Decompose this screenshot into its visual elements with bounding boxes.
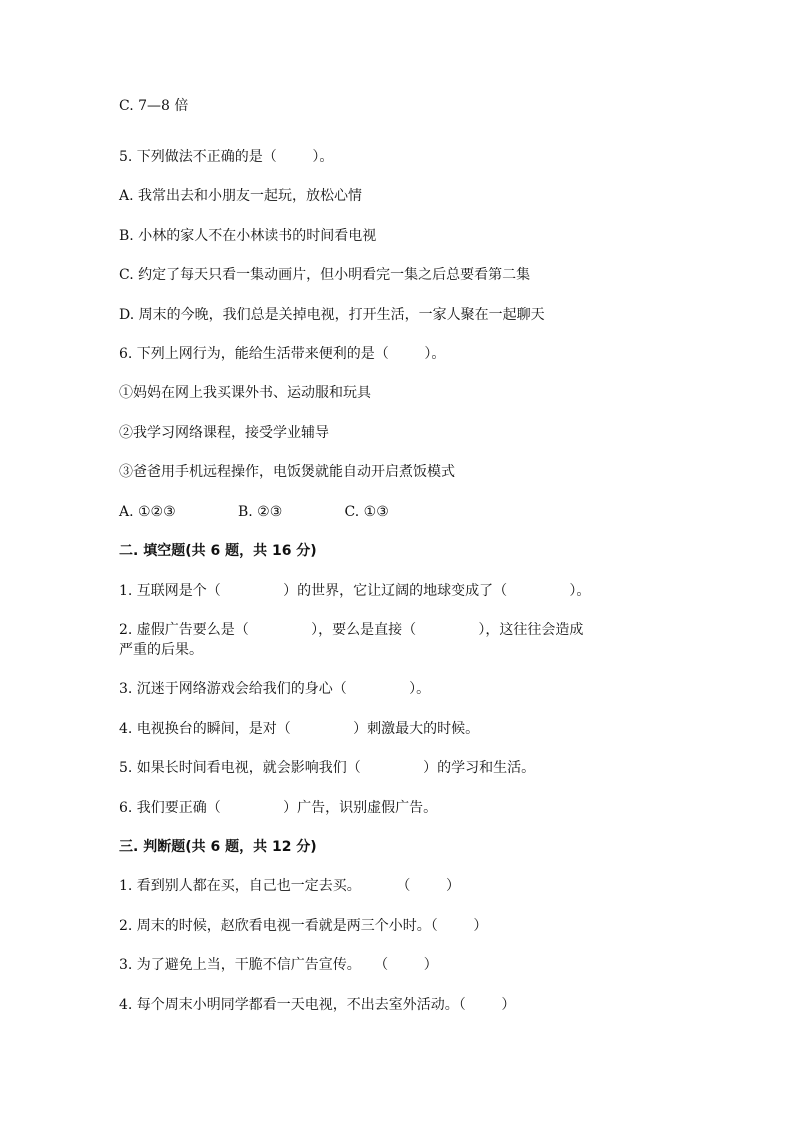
fill-question-5: 5. 如果长时间看电视，就会影响我们（ ）的学习和生活。	[119, 760, 536, 776]
judge-question-1: 1. 看到别人都在买，自己也一定去买。 （ ）	[119, 878, 461, 894]
section-3-title: 三. 判断题(共 6 题，共 12 分)	[119, 839, 317, 855]
question-5-stem: 5. 下列做法不正确的是（ ）。	[119, 149, 334, 165]
judge-question-4: 4. 每个周末小明同学都看一天电视，不出去室外活动。（ ）	[119, 997, 516, 1013]
judge-question-3: 3. 为了避免上当，干脆不信广告宣传。 （ ）	[119, 957, 438, 973]
question-6-stem: 6. 下列上网行为，能给生活带来便利的是（ ）。	[119, 346, 446, 362]
section-2-title: 二. 填空题(共 6 题，共 16 分)	[119, 543, 317, 559]
judge-question-2: 2. 周末的时候，赵欣看电视一看就是两三个小时。（ ）	[119, 918, 488, 934]
fill-question-1: 1. 互联网是个（ ）的世界，它让辽阔的地球变成了（ ）。	[119, 583, 591, 599]
question-6-item-2: ②我学习网络课程，接受学业辅导	[119, 425, 329, 441]
question-6-item-1: ①妈妈在网上我买课外书、运动服和玩具	[119, 385, 371, 401]
question-6-options: A. ①②③ B. ②③ C. ①③	[119, 504, 389, 520]
option-c-q4: C. 7—8 倍	[119, 98, 189, 114]
fill-question-2-line-2: 严重的后果。	[119, 642, 203, 658]
question-5-option-b: B. 小林的家人不在小林读书的时间看电视	[119, 228, 377, 244]
fill-question-6: 6. 我们要正确（ ）广告，识别虚假广告。	[119, 800, 438, 816]
question-5-option-d: D. 周末的今晚，我们总是关掉电视，打开生活，一家人聚在一起聊天	[119, 307, 545, 323]
fill-question-2-line-1: 2. 虚假广告要么是（ ），要么是直接（ ），这往往会造成	[119, 622, 584, 638]
fill-question-4: 4. 电视换台的瞬间，是对（ ）刺激最大的时候。	[119, 721, 480, 737]
question-5-option-c: C. 约定了每天只看一集动画片，但小明看完一集之后总要看第二集	[119, 267, 531, 283]
question-6-item-3: ③爸爸用手机远程操作，电饭煲就能自动开启煮饭模式	[119, 464, 455, 480]
fill-question-3: 3. 沉迷于网络游戏会给我们的身心（ ）。	[119, 681, 431, 697]
question-5-option-a: A. 我常出去和小朋友一起玩，放松心情	[119, 188, 363, 204]
